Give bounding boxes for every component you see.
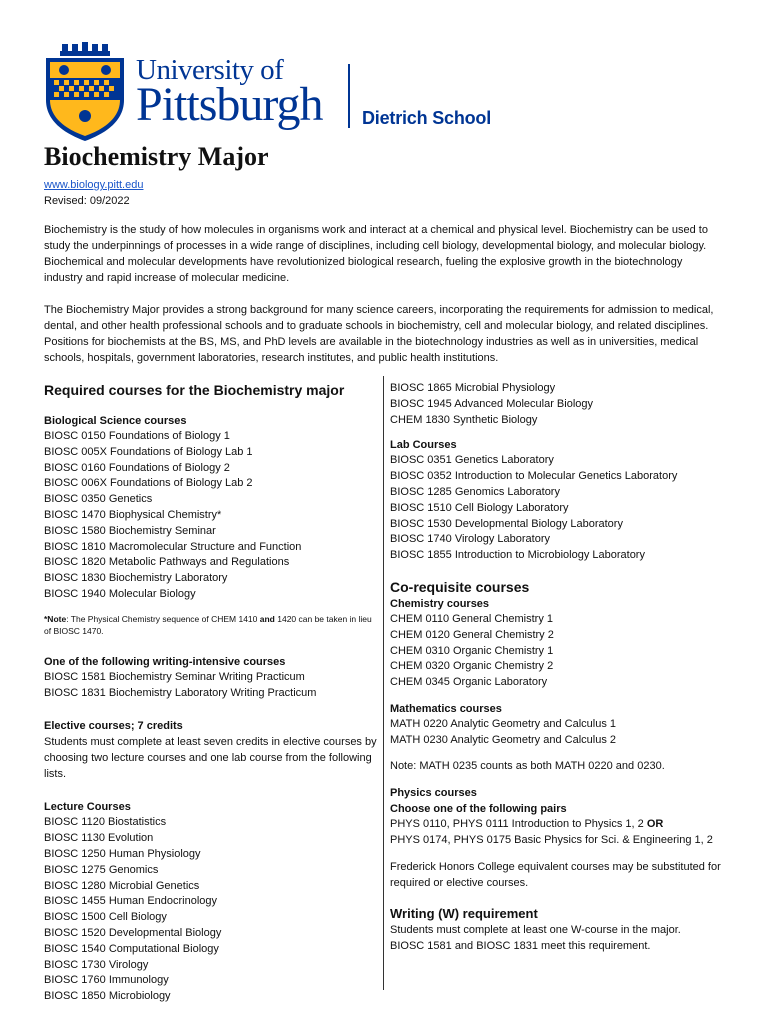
wordmark-line2: Pittsburgh xyxy=(136,78,323,131)
lecture-list xyxy=(44,815,380,1005)
lecture-heading: Lecture Courses xyxy=(44,801,131,814)
list-item: BIOSC 1130 Evolution xyxy=(44,832,154,845)
w-requirement-heading: Writing (W) requirement xyxy=(390,905,538,921)
physics-option-text: PHYS 0110, PHYS 0111 Introduction to Physics 1, 2 xyxy=(390,818,647,831)
list-item: CHEM 0320 Organic Chemistry 2 xyxy=(390,660,554,673)
list-item: BIOSC 005X Foundations of Biology Lab 1 xyxy=(44,445,253,458)
page-title: Biochemistry Major xyxy=(44,142,269,171)
list-item: BIOSC 0150 Foundations of Biology 1 xyxy=(44,430,230,442)
list-item: BIOSC 0160 Foundations of Biology 2 xyxy=(44,461,230,474)
intro-paragraph-2: The Biochemistry Major provides a strong background for many science careers, incorporating the requirements for admission to medical, dental, and other health professional schools and to graduate schools in biochemistry, cell and molecular biology, and related disciplines. Positions for biochemists at the BS, MS, and PhD levels are available in the biotechnology industries as well as in universities, medical schools, hospitals, government laboratories, research institutes, and public health institutions. xyxy=(44,304,714,364)
list-item: BIOSC 1830 Biochemistry Laboratory xyxy=(44,572,228,585)
list-item: BIOSC 1580 Biochemistry Seminar xyxy=(44,524,216,537)
list-item: BIOSC 1520 Developmental Biology xyxy=(44,926,222,939)
list-item: BIOSC 1850 Microbiology xyxy=(44,990,171,1003)
list-item: BIOSC 1945 Advanced Molecular Biology xyxy=(390,397,594,410)
wordmark-line1: University of xyxy=(136,54,284,86)
list-item: BIOSC 1530 Developmental Biology Laboratory xyxy=(390,517,623,530)
required-heading: Required courses for the Biochemistry major xyxy=(44,382,345,398)
math-note: Note: MATH 0235 counts as both MATH 0220 and 0230. xyxy=(390,759,665,772)
elective-text: Students must complete at least seven credits in elective courses by choosing two lecture courses and one lab course from the following lists. xyxy=(44,736,377,781)
list-item: BIOSC 1760 Immunology xyxy=(44,974,169,987)
bio-sci-heading: Biological Science courses xyxy=(44,415,187,427)
university-wordmark xyxy=(136,54,323,131)
list-item: CHEM 0345 Organic Laboratory xyxy=(390,676,548,689)
list-item: BIOSC 1455 Human Endocrinology xyxy=(44,895,218,908)
list-item: BIOSC 1855 Introduction to Microbiology Laboratory xyxy=(390,549,645,562)
math-heading: Mathematics courses xyxy=(390,702,502,715)
list-item: BIOSC 1285 Genomics Laboratory xyxy=(390,485,560,498)
lab-list xyxy=(390,453,730,564)
physical-chem-note xyxy=(44,613,380,638)
lecture-list-continued xyxy=(390,381,730,428)
list-item: BIOSC 1730 Virology xyxy=(44,958,149,971)
note-text: 1420 can be taken in lieu of BIOSC 1470. xyxy=(44,613,372,637)
pitt-shield-icon xyxy=(44,42,126,142)
list-item: BIOSC 1500 Cell Biology xyxy=(44,911,167,924)
list-item: BIOSC 006X Foundations of Biology Lab 2 xyxy=(44,477,253,490)
physics-heading: Physics courses xyxy=(390,787,477,800)
list-item: BIOSC 1275 Genomics xyxy=(44,863,159,876)
lab-heading: Lab Courses xyxy=(390,439,457,452)
revised-date: Revised: 09/2022 xyxy=(44,195,130,207)
right-column xyxy=(390,381,730,955)
list-item: BIOSC 0351 Genetics Laboratory xyxy=(390,454,554,467)
note-and: and xyxy=(259,613,275,624)
elective-heading: Elective courses; 7 credits xyxy=(44,720,183,733)
school-name: Dietrich School xyxy=(362,108,492,128)
bio-sci-list xyxy=(44,429,380,603)
intro-paragraph-1: Biochemistry is the study of how molecules in organisms work and interact at a chemical and physical level. Biochemistry can be used to study the underpinnings of processes in a wide range of disciplines, including cell biology, developmental biology, and molecular biology. Biochemical and molecular developments have revolutionized biological research, fueling the explosive growth in the biotechnology industry and rapid increase of molecular medicine. xyxy=(44,224,708,284)
website-link[interactable]: www.biology.pitt.edu xyxy=(44,179,144,191)
coreq-heading: Co-requisite courses xyxy=(390,578,530,595)
w-requirement-text: Students must complete at least one W-course in the major. xyxy=(390,923,681,936)
honors-text: Frederick Honors College equivalent courses may be substituted for required or elective courses. xyxy=(390,860,721,889)
list-item: BIOSC 1510 Cell Biology Laboratory xyxy=(390,501,569,514)
note-label: *Note xyxy=(44,613,67,624)
list-item: BIOSC 1831 Biochemistry Laboratory Writing Practicum xyxy=(44,686,317,699)
required-courses-section xyxy=(44,381,380,1005)
note-text: : The Physical Chemistry sequence of CHEM 1410 xyxy=(66,613,260,624)
physics-option-2: PHYS 0174, PHYS 0175 Basic Physics for Sci. & Engineering 1, 2 xyxy=(390,834,713,847)
logo-divider xyxy=(348,64,350,128)
list-item: BIOSC 1120 Biostatistics xyxy=(44,816,167,829)
physics-or: OR xyxy=(646,818,664,831)
list-item: MATH 0230 Analytic Geometry and Calculus 2 xyxy=(390,733,617,746)
list-item: CHEM 0310 Organic Chemistry 1 xyxy=(390,644,554,657)
chem-list xyxy=(390,612,730,691)
writing-heading: One of the following writing-intensive courses xyxy=(44,655,286,668)
list-item: BIOSC 1810 Macromolecular Structure and Function xyxy=(44,540,302,553)
doc-meta xyxy=(44,177,143,209)
list-item: BIOSC 0350 Genetics xyxy=(44,493,153,506)
list-item: BIOSC 1250 Human Physiology xyxy=(44,847,201,860)
physics-option-1 xyxy=(390,817,730,833)
list-item: BIOSC 1280 Microbial Genetics xyxy=(44,879,200,892)
list-item: BIOSC 1581 Biochemistry Seminar Writing Practicum xyxy=(44,670,305,683)
list-item: BIOSC 1470 Biophysical Chemistry* xyxy=(44,508,222,521)
list-item: CHEM 0110 General Chemistry 1 xyxy=(390,612,554,625)
list-item: BIOSC 1940 Molecular Biology xyxy=(44,587,196,600)
list-item: BIOSC 1820 Metabolic Pathways and Regulations xyxy=(44,556,290,569)
university-logo xyxy=(44,42,504,144)
list-item: BIOSC 1865 Microbial Physiology xyxy=(390,382,556,394)
w-requirement-text: BIOSC 1581 and BIOSC 1831 meet this requirement. xyxy=(390,939,651,952)
list-item: CHEM 0120 General Chemistry 2 xyxy=(390,628,554,641)
list-item: BIOSC 1740 Virology Laboratory xyxy=(390,533,550,546)
list-item: BIOSC 0352 Introduction to Molecular Genetics Laboratory xyxy=(390,470,678,483)
list-item: MATH 0220 Analytic Geometry and Calculus 1 xyxy=(390,717,617,730)
list-item: BIOSC 1540 Computational Biology xyxy=(44,942,219,955)
chem-heading: Chemistry courses xyxy=(390,597,490,610)
column-divider xyxy=(383,376,384,990)
list-item: CHEM 1830 Synthetic Biology xyxy=(390,413,538,426)
physics-subheading: Choose one of the following pairs xyxy=(390,803,567,816)
